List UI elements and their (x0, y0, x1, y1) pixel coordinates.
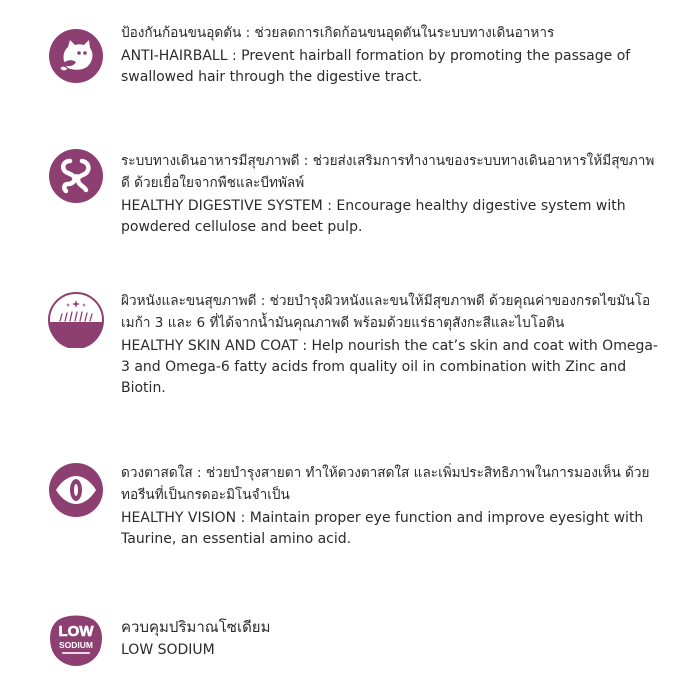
feature-thai-text: ป้องกันก้อนขนอุดตัน : ช่วยลดการเกิดก้อนขนอุดตันในระบบทางเดินอาหาร (121, 25, 555, 41)
feature-english-text: HEALTHY SKIN AND COAT : Help nourish the cat’s skin and coat with Omega-3 and Omega-6 fatty acids from quality oil in combination with Zinc and Biotin. (121, 338, 658, 396)
skin-coat-icon (48, 292, 104, 348)
badge-top-text: LOW (58, 623, 94, 640)
feature-thai-text: ควบคุมปริมาณโซเดียม (121, 618, 271, 636)
cat-grooming-icon (48, 28, 104, 84)
feature-text (121, 462, 661, 550)
feature-english-text: HEALTHY VISION : Maintain proper eye function and improve eyesight with Taurine, an essential amino acid. (121, 510, 644, 547)
feature-english-text: HEALTHY DIGESTIVE SYSTEM : Encourage healthy digestive system with powdered cellulose and beet pulp. (121, 198, 626, 235)
feature-thai-text: ผิวหนังและขนสุขภาพดี : ช่วยบำรุงผิวหนังและขนให้มีสุขภาพดี ด้วยคุณค่าของกรดไขมันโอเมก้า 3 และ 6 ที่ได้จากน้ำมันคุณภาพดี พร้อมด้วยแร่ธาตุสังกะสีและไบโอติน (121, 293, 651, 331)
feature-thai-text: ดวงตาสดใส : ช่วยบำรุงสายตา ทำให้ดวงตาสดใส และเพิ่มประสิทธิภาพในการมองเห็น ด้วยทอรีนที่เป็นกรดอะมิโนจำเป็น (121, 465, 650, 503)
digestive-system-icon (48, 148, 104, 204)
feature-text (121, 616, 661, 661)
feature-thai-text: ระบบทางเดินอาหารมีสุขภาพดี : ช่วยส่งเสริมการทำงานของระบบทางเดินอาหารให้มีสุขภาพดี ด้วยเยื่อใยจากพืชและบีทพัลพ์ (121, 153, 655, 191)
low-sodium-badge-icon (48, 612, 104, 668)
feature-english-text: ANTI-HAIRBALL : Prevent hairball formation by promoting the passage of swallowed hair through the digestive tract. (121, 48, 631, 85)
feature-text (121, 150, 661, 238)
badge-bottom-text: SODIUM (59, 640, 93, 650)
feature-text (121, 22, 661, 88)
feature-text (121, 290, 661, 399)
feature-english-text: LOW SODIUM (121, 642, 215, 658)
eye-icon (48, 462, 104, 518)
